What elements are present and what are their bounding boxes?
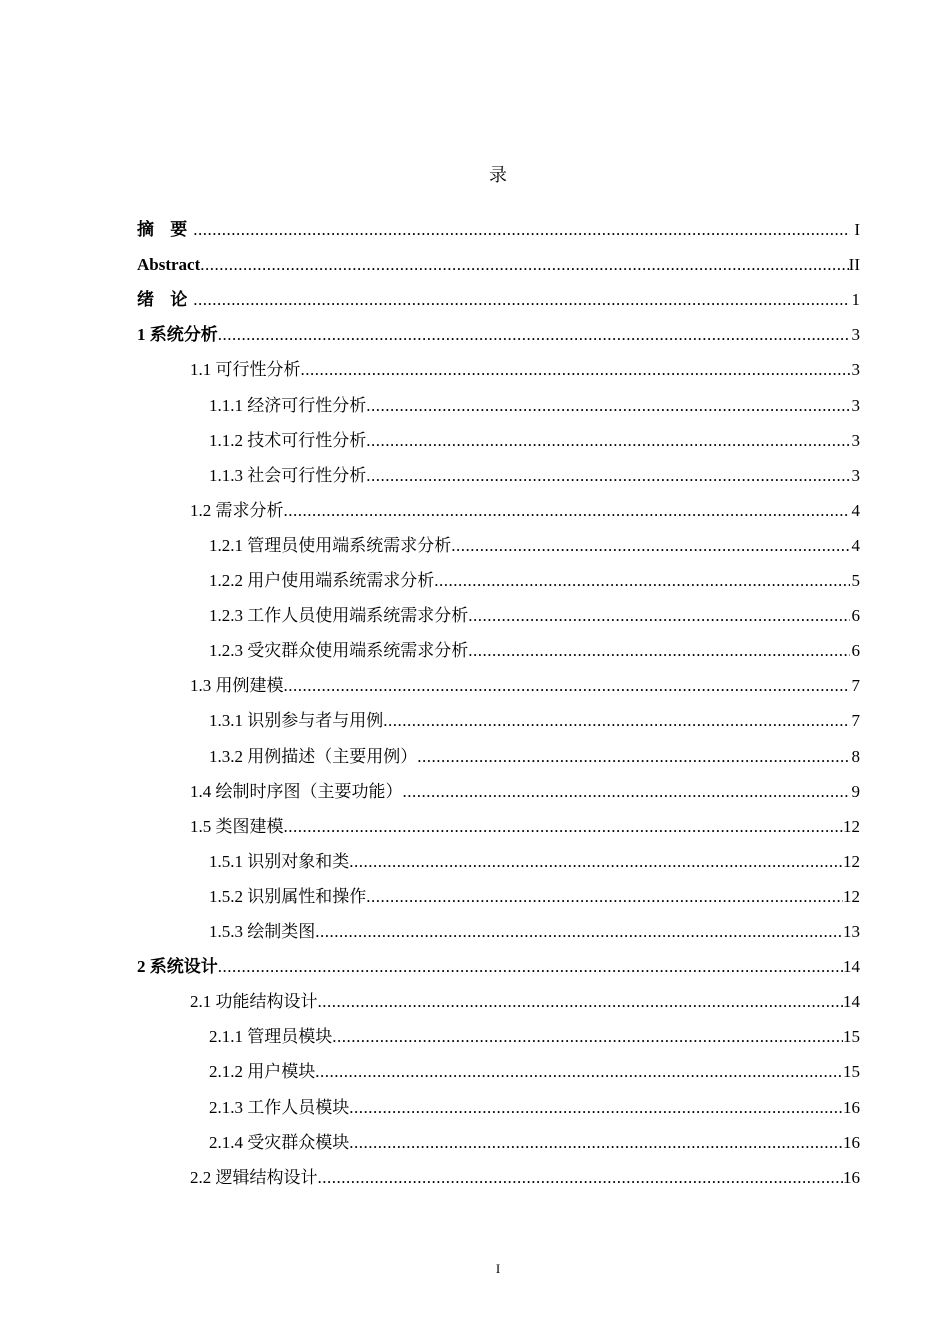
toc-entry-page-number: II <box>848 255 860 275</box>
toc-entry-title: 1 系统分析 <box>137 325 218 345</box>
toc-dot-leader <box>403 779 851 805</box>
page-title: 录 <box>489 165 507 185</box>
toc-entry[interactable] <box>209 463 860 489</box>
toc-entry-title: 1.1.2 技术可行性分析 <box>209 430 367 450</box>
toc-entry-page-number: 9 <box>851 781 860 801</box>
toc-entry-title: 1.3 用例建模 <box>190 676 284 696</box>
toc-entry-title: 1.2.1 管理员使用端系统需求分析 <box>209 535 452 555</box>
toc-entry-title: 2.1.2 用户模块 <box>209 1062 316 1082</box>
toc-entry-page-number: 3 <box>851 360 860 380</box>
toc-entry-title: 1.5.1 识别对象和类 <box>209 851 350 871</box>
toc-entry-title: Abstract <box>137 255 201 275</box>
toc-entry-page-number: 1 <box>851 290 860 310</box>
toc-dot-leader <box>284 673 851 699</box>
toc-dot-leader <box>451 533 850 559</box>
toc-entry[interactable] <box>209 1130 860 1156</box>
toc-dot-leader <box>349 849 843 875</box>
toc-entry-page-number: 7 <box>851 711 860 731</box>
toc-dot-leader <box>315 1059 843 1085</box>
toc-entry-page-number: 15 <box>843 1062 860 1082</box>
toc-entry[interactable] <box>137 252 860 278</box>
toc-dot-leader <box>218 954 843 980</box>
toc-entry-title: 2.2 逻辑结构设计 <box>190 1167 318 1187</box>
toc-dot-leader <box>284 498 851 524</box>
toc-entry[interactable] <box>209 744 860 770</box>
toc-entry[interactable] <box>209 393 860 419</box>
toc-entry[interactable] <box>190 814 860 840</box>
toc-entry[interactable] <box>209 1024 860 1050</box>
toc-dot-leader <box>468 603 850 629</box>
toc-entry-title: 1.1 可行性分析 <box>190 360 301 380</box>
toc-dot-leader <box>332 1024 843 1050</box>
toc-dot-leader <box>193 287 850 313</box>
toc-entry-page-number: 16 <box>843 1167 860 1187</box>
toc-dot-leader <box>349 1130 843 1156</box>
toc-dot-leader <box>200 252 848 278</box>
toc-entry-title: 1.2.3 工作人员使用端系统需求分析 <box>209 606 469 626</box>
toc-dot-leader <box>366 393 850 419</box>
toc-dot-leader <box>468 638 850 664</box>
toc-entry-page-number: 16 <box>843 1097 860 1117</box>
toc-entry-title: 1.5.2 识别属性和操作 <box>209 886 367 906</box>
toc-entry-page-number: 7 <box>851 676 860 696</box>
toc-entry-page-number: 16 <box>843 1132 860 1152</box>
toc-entry[interactable] <box>190 1165 860 1191</box>
toc-entry-page-number: I <box>854 220 860 239</box>
toc-entry[interactable] <box>209 849 860 875</box>
toc-dot-leader <box>315 919 843 945</box>
toc-entry-title: 1.1.3 社会可行性分析 <box>209 465 367 485</box>
toc-entry-page-number: 6 <box>851 641 860 661</box>
toc-dot-leader <box>366 884 843 910</box>
toc-entry[interactable] <box>209 533 860 559</box>
toc-entry[interactable] <box>209 1095 860 1121</box>
toc-entry[interactable] <box>137 287 860 313</box>
toc-entry[interactable] <box>137 217 860 243</box>
toc-entry-page-number: 3 <box>851 325 860 345</box>
toc-entry-title: 1.2.3 受灾群众使用端系统需求分析 <box>209 641 469 661</box>
toc-dot-leader <box>383 708 850 734</box>
toc-entry-page-number: 12 <box>843 816 860 836</box>
toc-entry[interactable] <box>209 1059 860 1085</box>
toc-entry-title: 1.4 绘制时序图（主要功能） <box>190 781 403 801</box>
toc-entry[interactable] <box>209 884 860 910</box>
toc-dot-leader <box>366 463 850 489</box>
toc-entry[interactable] <box>209 708 860 734</box>
toc-dot-leader <box>318 1165 844 1191</box>
toc-dot-leader <box>284 814 844 840</box>
toc-entry-title: 2.1.3 工作人员模块 <box>209 1097 350 1117</box>
toc-entry-title: 绪 论 <box>137 290 194 310</box>
toc-entry-title: 2 系统设计 <box>137 957 218 977</box>
toc-entry[interactable] <box>190 779 860 805</box>
toc-entry-title: 1.2.2 用户使用端系统需求分析 <box>209 571 435 590</box>
toc-entry-page-number: 3 <box>851 395 860 415</box>
page-number-footer: I <box>495 1261 501 1276</box>
toc-entry-title: 1.5 类图建模 <box>190 816 284 836</box>
toc-entry-page-number: 14 <box>843 992 860 1012</box>
toc-entry-page-number: 12 <box>843 851 860 871</box>
toc-entry-page-number: 12 <box>843 886 860 906</box>
toc-entry-title: 2.1.4 受灾群众模块 <box>209 1132 350 1152</box>
toc-entry-page-number: 3 <box>851 465 860 485</box>
toc-dot-leader <box>301 357 851 383</box>
toc-dot-leader <box>434 568 850 594</box>
toc-entry-page-number: 4 <box>851 535 860 555</box>
toc-dot-leader <box>349 1095 843 1121</box>
toc-entry[interactable] <box>209 919 860 945</box>
toc-entry-title: 2.1 功能结构设计 <box>190 992 318 1012</box>
toc-dot-leader <box>366 428 850 454</box>
toc-entry[interactable] <box>137 322 860 348</box>
toc-entry-page-number: 6 <box>851 606 860 626</box>
toc-entry-page-number: 15 <box>843 1027 860 1047</box>
toc-entry-title: 1.3.1 识别参与者与用例 <box>209 711 384 731</box>
toc-entry-page-number: 5 <box>851 571 860 590</box>
toc-dot-leader <box>193 217 850 243</box>
toc-entry-title: 1.5.3 绘制类图 <box>209 922 316 941</box>
toc-entry[interactable] <box>190 498 860 524</box>
toc-entry-title: 1.3.2 用例描述（主要用例） <box>209 746 418 766</box>
toc-entry[interactable] <box>209 603 860 629</box>
toc-dot-leader <box>318 989 844 1015</box>
toc-dot-leader <box>218 322 850 348</box>
toc-entry[interactable] <box>190 989 860 1015</box>
toc-entry-title: 1.2 需求分析 <box>190 500 284 520</box>
toc-entry-title: 摘 要 <box>137 220 194 239</box>
toc-dot-leader <box>417 744 850 770</box>
toc-entry[interactable] <box>190 357 860 383</box>
toc-entry-page-number: 14 <box>843 957 860 977</box>
toc-entry[interactable] <box>137 954 860 980</box>
toc-entry[interactable] <box>190 673 860 699</box>
toc-entry-title: 1.1.1 经济可行性分析 <box>209 395 367 415</box>
toc-entry[interactable] <box>209 428 860 454</box>
toc-entry-page-number: 4 <box>851 500 860 520</box>
toc-entry-title: 2.1.1 管理员模块 <box>209 1027 333 1047</box>
toc-entry-page-number: 13 <box>843 922 860 941</box>
toc-entry[interactable] <box>209 638 860 664</box>
toc-entry-page-number: 3 <box>851 430 860 450</box>
toc-entry-page-number: 8 <box>851 746 860 766</box>
toc-entry[interactable] <box>209 568 860 594</box>
